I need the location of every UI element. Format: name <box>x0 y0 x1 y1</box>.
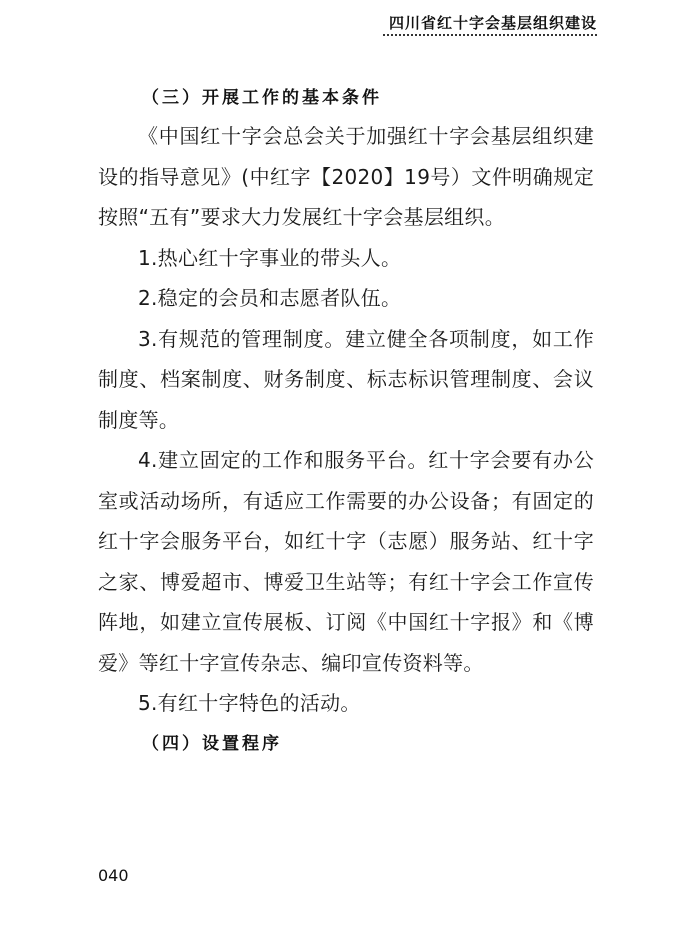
page-number: 040 <box>98 866 129 885</box>
paragraph-item-3: 3.有规范的管理制度。建立健全各项制度，如工作制度、档案制度、财务制度、标志标识管理制度、会议制度等。 <box>98 326 594 432</box>
running-head: 四川省红十字会基层组织建设 <box>388 14 597 32</box>
running-head-rule <box>383 34 597 36</box>
body-text <box>98 80 594 762</box>
paragraph-intro: 《中国红十字会总会关于加强红十字会基层组织建设的指导意见》(中红字【2020】19号）文件明确规定按照“五有”要求大力发展红十字会基层组织。 <box>98 124 594 229</box>
paragraph-item-1: 1.热心红十字事业的带头人。 <box>138 245 402 270</box>
paragraph-item-2: 2.稳定的会员和志愿者队伍。 <box>138 286 402 310</box>
paragraph-item-5: 5.有红十字特色的活动。 <box>138 691 361 715</box>
section-heading-3: （三）开展工作的基本条件 <box>142 88 382 108</box>
paragraph-item-4: 4.建立固定的工作和服务平台。红十字会要有办公室或活动场所，有适应工作需要的办公设备；有固定的红十字会服务平台，如红十字（志愿）服务站、红十字之家、博爱超市、博爱卫生站等；有红十字会工作宣传阵地，如建立宣传展板、订阅《中国红十字报》和《博爱》等红十字宣传杂志、编印宣传资料等。 <box>98 448 594 675</box>
section-heading-4: （四）设置程序 <box>142 733 282 754</box>
